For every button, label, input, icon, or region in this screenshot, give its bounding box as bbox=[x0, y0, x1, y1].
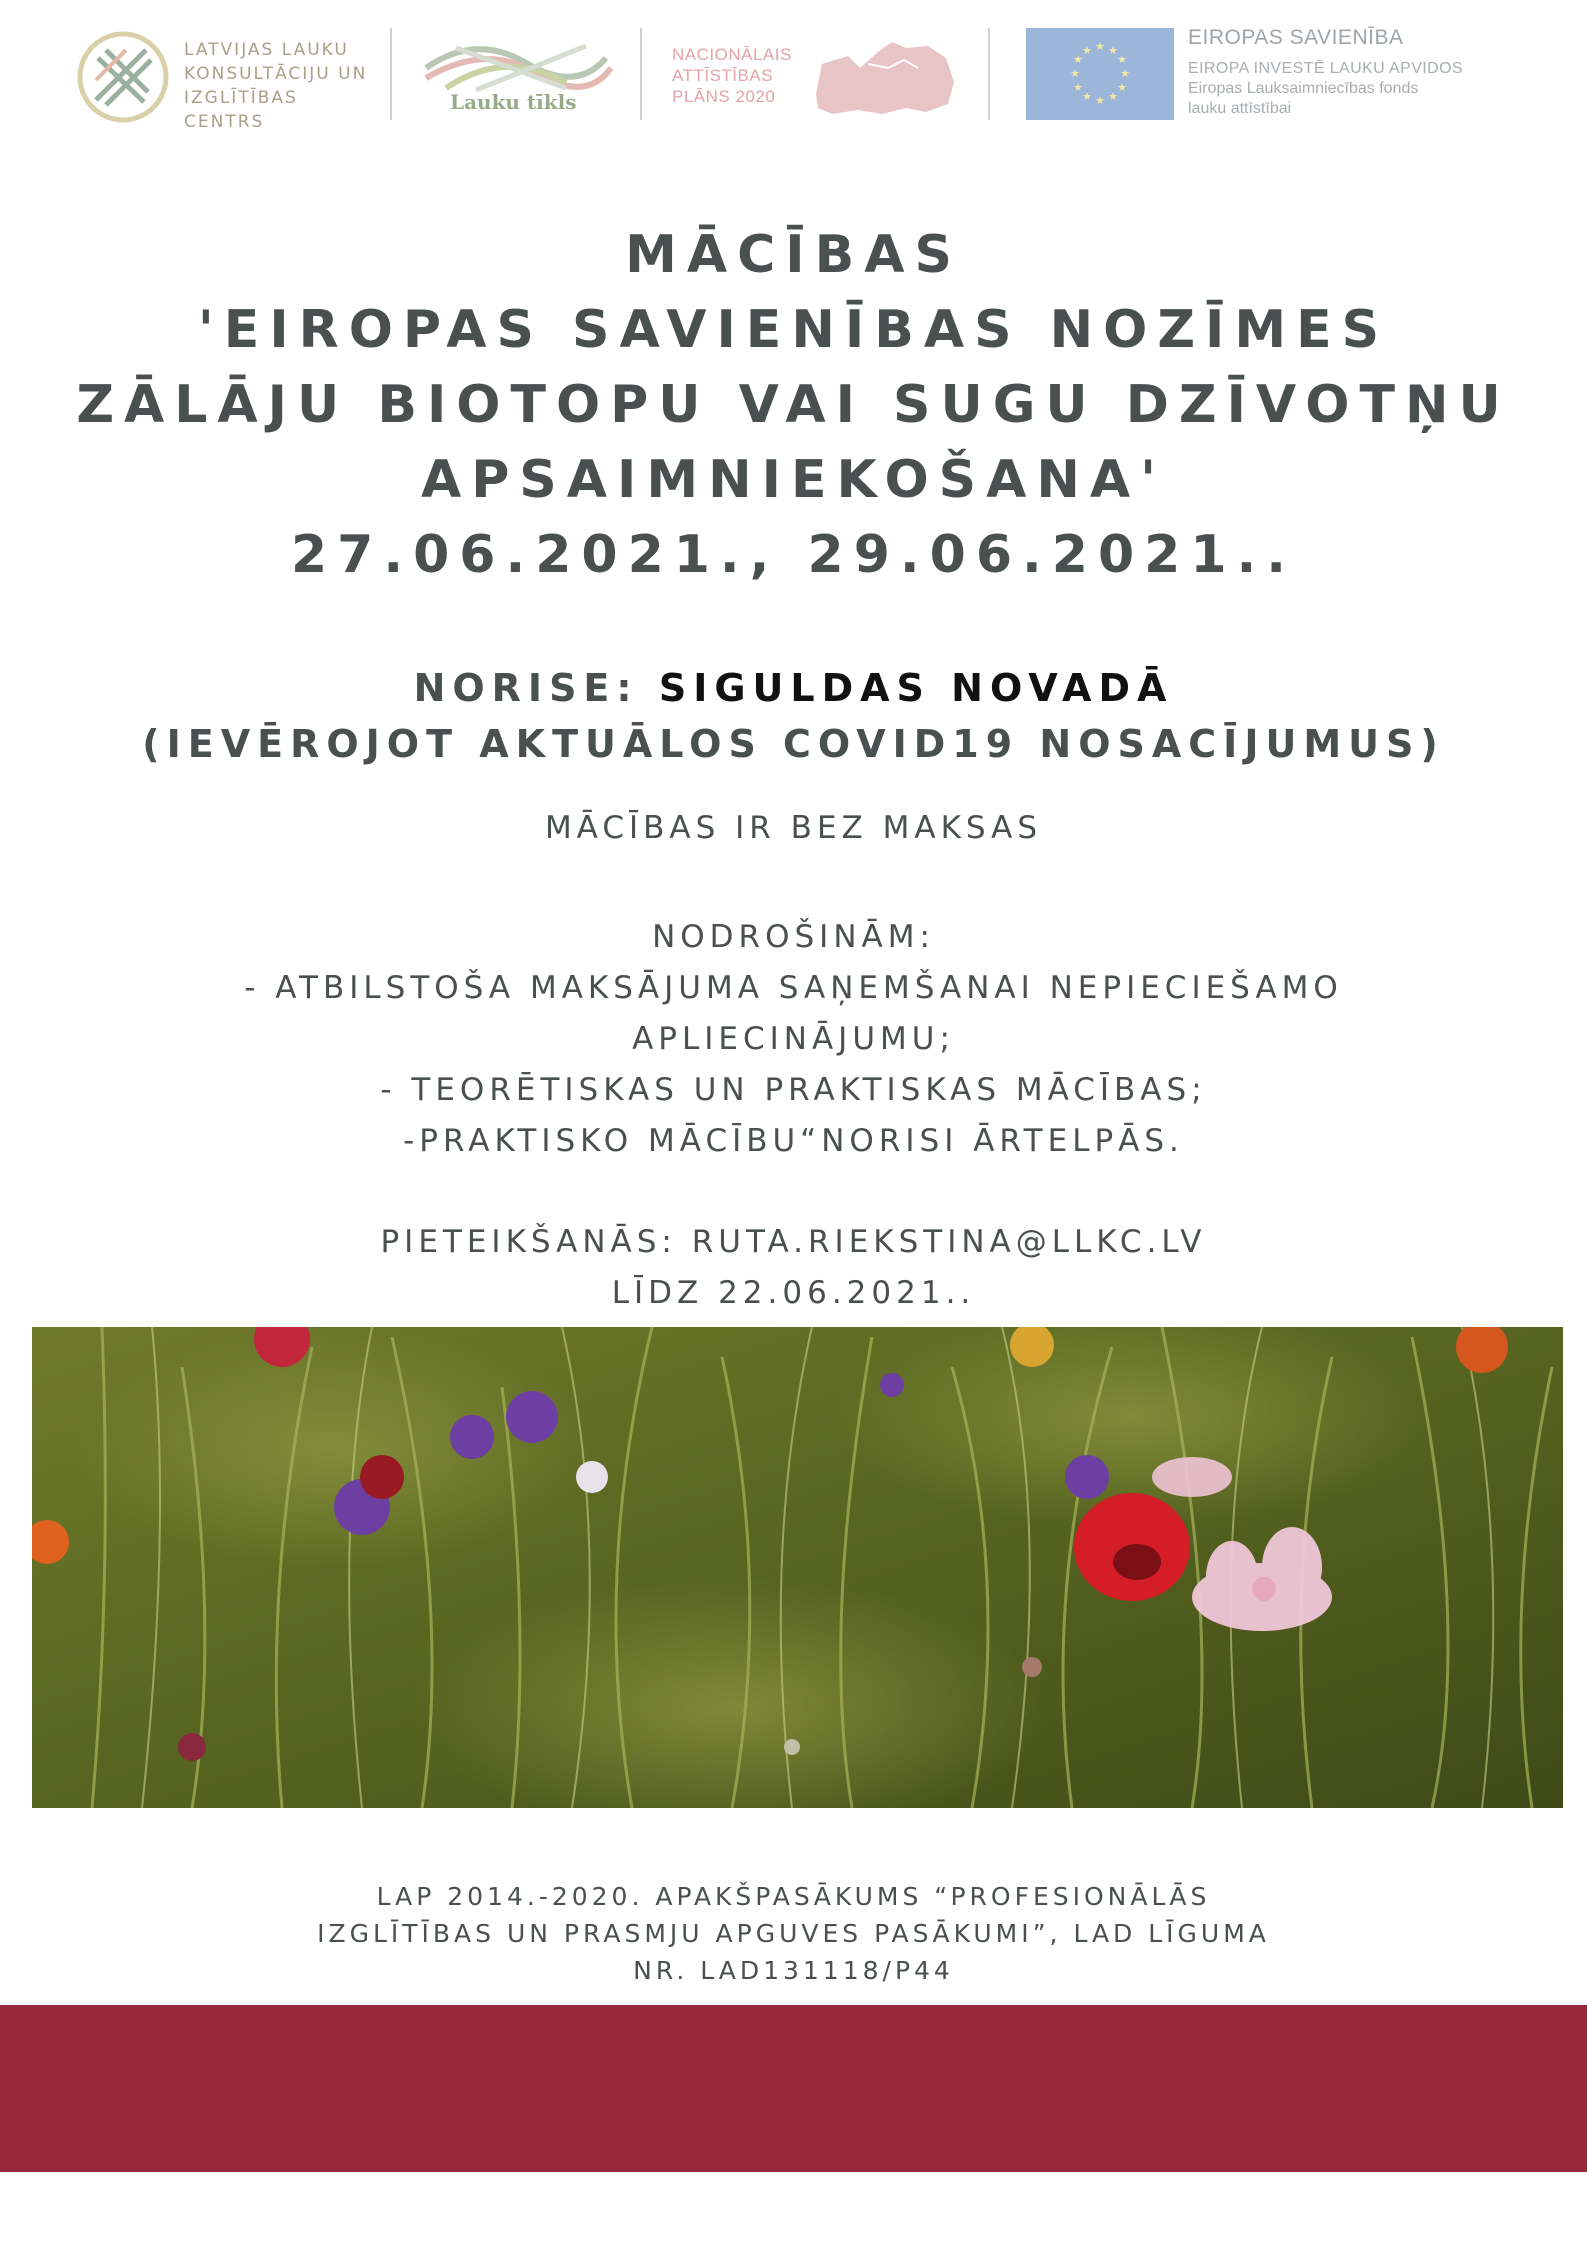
svg-text:★: ★ bbox=[1073, 81, 1083, 94]
funding-line: NR. LAD131118/P44 bbox=[633, 1956, 954, 1985]
llkc-line: LATVIJAS LAUKU bbox=[184, 40, 349, 60]
latvia-map-icon bbox=[808, 34, 958, 126]
nap-line: PLĀNS 2020 bbox=[672, 87, 776, 106]
eu-logo bbox=[1026, 24, 1546, 134]
llkc-line: IZGLĪTĪBAS CENTRS bbox=[184, 88, 298, 132]
nap-line: ATTĪSTĪBAS bbox=[672, 66, 774, 85]
location-value: SIGULDAS NOVADĀ bbox=[658, 666, 1174, 710]
provided-heading: NODROŠINĀM: bbox=[652, 919, 935, 955]
svg-text:★: ★ bbox=[1120, 67, 1130, 80]
title-line: MĀCĪBAS bbox=[625, 225, 962, 285]
llkc-emblem-icon bbox=[76, 30, 170, 124]
registration-deadline: LĪDZ 22.06.2021.. bbox=[611, 1275, 976, 1311]
meadow-flowers-photo bbox=[32, 1327, 1563, 1808]
free-of-charge-text: MĀCĪBAS IR BEZ MAKSAS bbox=[544, 810, 1043, 846]
svg-text:★: ★ bbox=[1082, 90, 1092, 103]
location-note: (IEVĒROJOT AKTUĀLOS COVID19 NOSACĪJUMUS) bbox=[142, 722, 1445, 766]
svg-text:★: ★ bbox=[1108, 90, 1118, 103]
provided-item: - TEORĒTISKAS UN PRAKTISKAS MĀCĪBAS; bbox=[380, 1072, 1207, 1108]
title-line: 'EIROPAS SAVIENĪBAS NOZĪMES bbox=[197, 300, 1390, 360]
registration-block bbox=[0, 1217, 1587, 1319]
logo-divider bbox=[640, 28, 642, 120]
provided-item: - ATBILSTOŠA MAKSĀJUMA SAŅEMŠANAI NEPIECIEŠAMO bbox=[244, 970, 1343, 1006]
llkc-logo bbox=[76, 24, 376, 134]
eu-flag-icon bbox=[1026, 28, 1174, 120]
location-label: NORISE: bbox=[413, 666, 659, 710]
provided-item: APLIECINĀJUMU; bbox=[632, 1021, 955, 1057]
funding-line: LAP 2014.-2020. APAKŠPASĀKUMS “PROFESIONĀLĀS bbox=[376, 1882, 1211, 1911]
location-block bbox=[0, 660, 1587, 772]
svg-text:★: ★ bbox=[1117, 53, 1127, 66]
svg-text:★: ★ bbox=[1117, 81, 1127, 94]
registration-contact[interactable]: PIETEIKŠANĀS: RUTA.RIEKSTINA@LLKC.LV bbox=[380, 1224, 1207, 1260]
provided-list bbox=[0, 912, 1587, 1167]
svg-text:★: ★ bbox=[1108, 44, 1118, 57]
lauku-tikls-label: Lauku tīkls bbox=[450, 90, 577, 114]
llkc-line: KONSULTĀCIJU UN bbox=[184, 64, 368, 84]
llkc-name bbox=[184, 38, 376, 134]
funding-line: IZGLĪTĪBAS UN PRASMJU APGUVES PASĀKUMI”, LAD LĪGUMA bbox=[317, 1919, 1270, 1948]
lauku-tikls-emblem-icon bbox=[416, 28, 616, 98]
svg-text:★: ★ bbox=[1095, 40, 1105, 53]
funding-note bbox=[0, 1878, 1587, 1989]
nap-line: NACIONĀLAIS bbox=[672, 45, 792, 64]
logo-divider bbox=[988, 28, 990, 120]
location-line bbox=[0, 660, 1587, 716]
title-line: APSAIMNIEKOŠANA' bbox=[420, 450, 1167, 510]
svg-text:★: ★ bbox=[1070, 67, 1080, 80]
eu-title: EIROPAS SAVIENĪBA bbox=[1188, 26, 1404, 49]
provided-item: -PRAKTISKO MĀCĪBU“NORISI ĀRTELPĀS. bbox=[403, 1123, 1184, 1159]
eu-line: Eiropas Lauksaimniecības fonds bbox=[1188, 80, 1419, 97]
svg-text:★: ★ bbox=[1082, 44, 1092, 57]
nap-logo bbox=[668, 24, 968, 134]
logo-divider bbox=[390, 28, 392, 120]
eu-line: lauku attīstībai bbox=[1188, 100, 1292, 117]
eu-line: EIROPA INVESTĒ LAUKU APVIDOS bbox=[1188, 60, 1463, 77]
footer-color-bar bbox=[0, 2005, 1587, 2172]
event-title bbox=[0, 218, 1587, 593]
logo-strip bbox=[0, 24, 1587, 134]
nap-name bbox=[672, 44, 792, 107]
svg-text:★: ★ bbox=[1095, 94, 1105, 107]
event-dates: 27.06.2021., 29.06.2021.. bbox=[290, 525, 1297, 585]
lauku-tikls-logo bbox=[416, 24, 616, 134]
title-line: ZĀLĀJU BIOTOPU VAI SUGU DZĪVOTŅU bbox=[76, 375, 1511, 435]
svg-text:★: ★ bbox=[1073, 53, 1083, 66]
